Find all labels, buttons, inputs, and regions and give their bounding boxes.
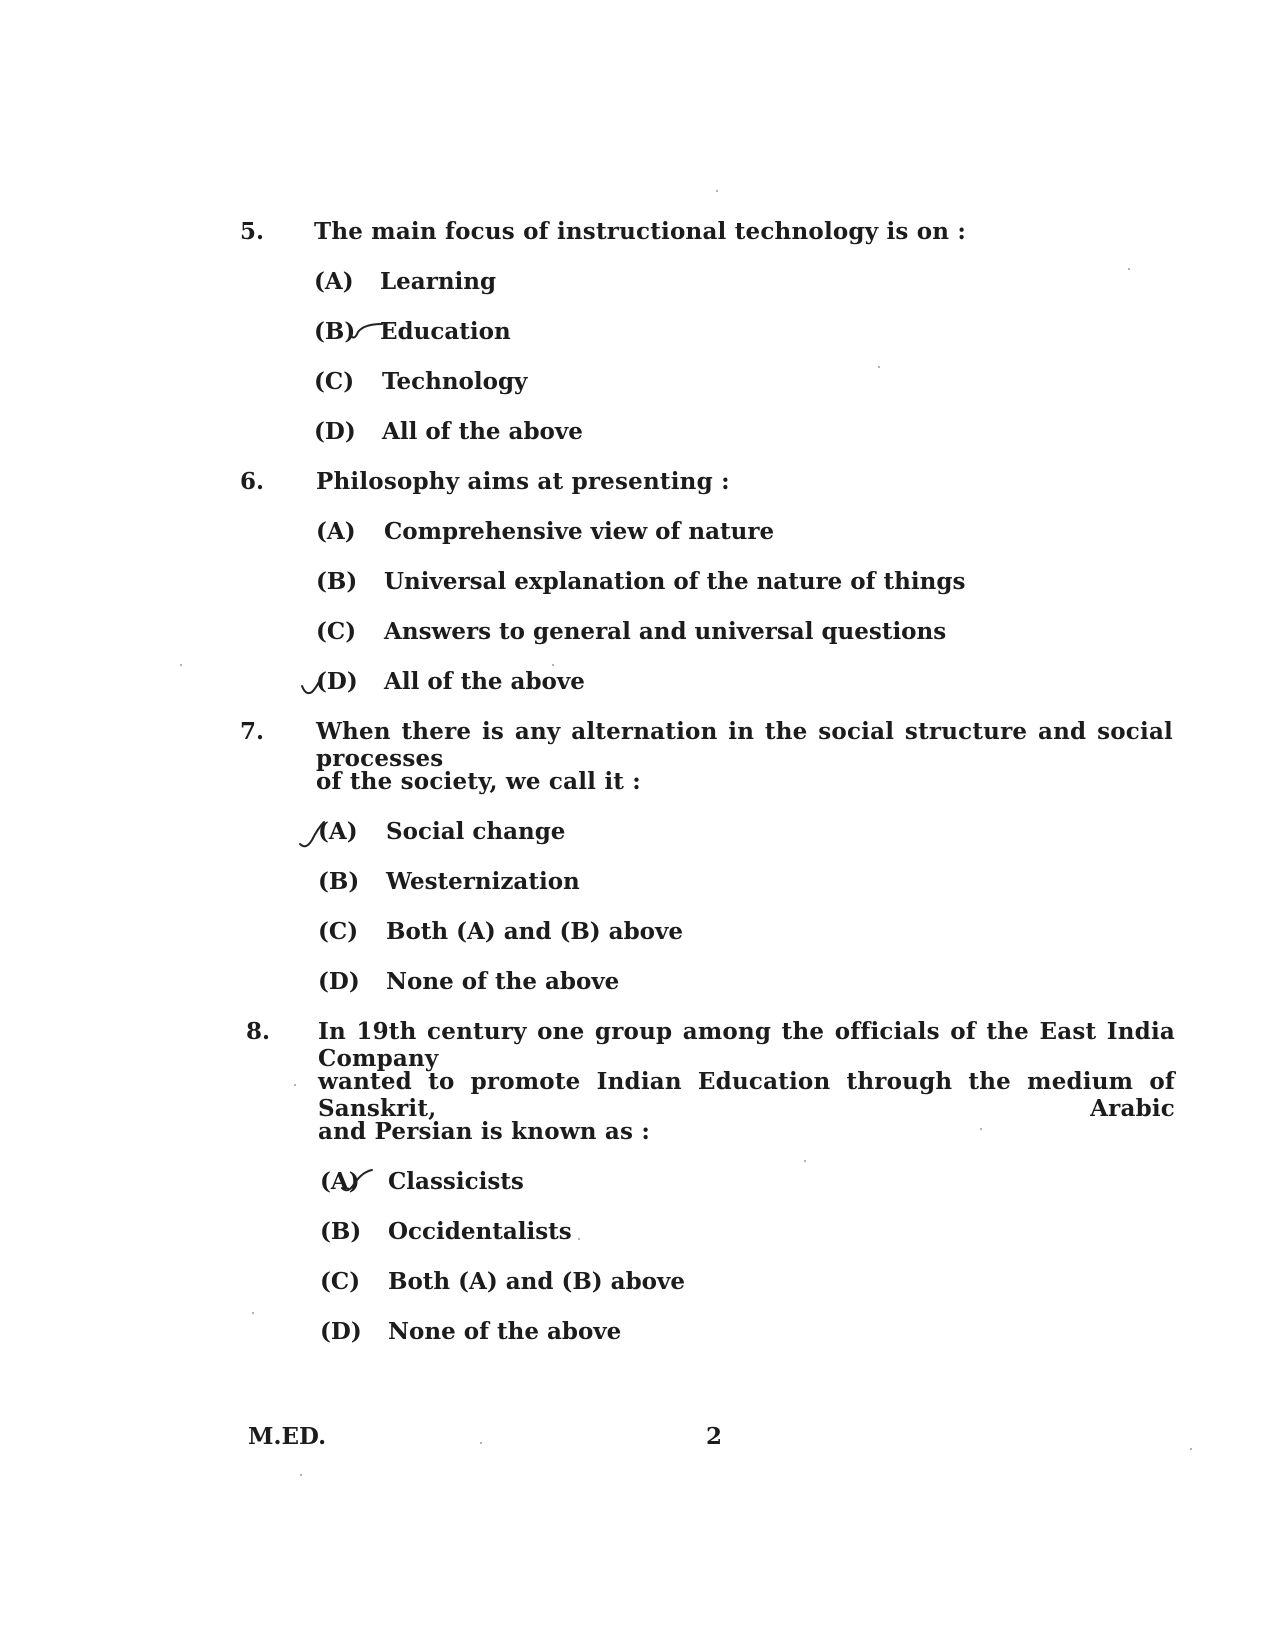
scan-speck — [300, 1474, 302, 1476]
scan-speck — [552, 664, 554, 666]
page-number: 2 — [706, 1423, 723, 1450]
scan-speck — [294, 1084, 296, 1086]
option-letter: (B) — [316, 568, 358, 595]
question-number: 7. — [240, 718, 265, 745]
scan-speck — [980, 1128, 982, 1130]
question-stem: The main focus of instructional technology is on : — [314, 218, 967, 245]
option-letter: (C) — [318, 918, 359, 945]
scan-speck — [1190, 1448, 1192, 1450]
option-text: Both (A) and (B) above — [388, 1268, 686, 1295]
scan-speck — [578, 1238, 580, 1240]
option-text: Occidentalists — [388, 1218, 572, 1245]
question-number: 5. — [240, 218, 265, 245]
question-stem: When there is any alternation in the social structure and social processes — [316, 718, 1173, 772]
option-letter: (C) — [316, 618, 357, 645]
pen-tick-mark-icon — [298, 820, 326, 850]
question-number: 6. — [240, 468, 265, 495]
option-letter: (B) — [318, 868, 360, 895]
option-text: None of the above — [388, 1318, 622, 1345]
option-text: Learning — [380, 268, 497, 295]
option-text: Classicists — [388, 1168, 524, 1195]
option-text: Westernization — [386, 868, 580, 895]
option-letter: (C) — [320, 1268, 361, 1295]
scan-speck — [1128, 268, 1130, 270]
question-stem: In 19th century one group among the officials of the East India Company — [318, 1018, 1175, 1072]
option-letter: (A) — [320, 1168, 360, 1195]
option-letter: (D) — [318, 968, 360, 995]
option-letter: (A) — [318, 818, 358, 845]
option-letter: (B) — [320, 1218, 362, 1245]
question-stem: of the society, we call it : — [316, 768, 641, 795]
option-text: All of the above — [384, 668, 585, 695]
option-letter: (C) — [314, 368, 355, 395]
scan-speck — [180, 664, 182, 666]
scan-speck — [716, 190, 718, 192]
option-text: Social change — [386, 818, 566, 845]
option-text: Education — [380, 318, 511, 345]
option-letter: (A) — [314, 268, 354, 295]
option-text: All of the above — [382, 418, 583, 445]
option-letter: (D) — [320, 1318, 362, 1345]
option-text: Technology — [382, 368, 528, 395]
option-letter: (A) — [316, 518, 356, 545]
option-text: None of the above — [386, 968, 620, 995]
option-letter: (D) — [314, 418, 356, 445]
scan-speck — [480, 1442, 482, 1444]
pen-tick-mark-icon — [300, 676, 322, 698]
question-number: 8. — [246, 1018, 271, 1045]
pen-tick-mark-icon — [340, 1168, 374, 1194]
course-code: M.ED. — [248, 1423, 327, 1450]
option-letter: (B) — [314, 318, 356, 345]
question-stem: wanted to promote Indian Education through the medium of Sanskrit, Arabic — [318, 1068, 1175, 1122]
question-stem: Philosophy aims at presenting : — [316, 468, 730, 495]
option-text: Answers to general and universal questions — [384, 618, 947, 645]
scan-speck — [878, 366, 880, 368]
option-letter: (D) — [316, 668, 358, 695]
scan-speck — [252, 1312, 254, 1314]
option-text: Universal explanation of the nature of things — [384, 568, 966, 595]
pen-tick-mark-icon — [348, 318, 384, 344]
option-text: Both (A) and (B) above — [386, 918, 684, 945]
option-text: Comprehensive view of nature — [384, 518, 775, 545]
scan-speck — [804, 1160, 806, 1162]
question-stem: and Persian is known as : — [318, 1118, 651, 1145]
